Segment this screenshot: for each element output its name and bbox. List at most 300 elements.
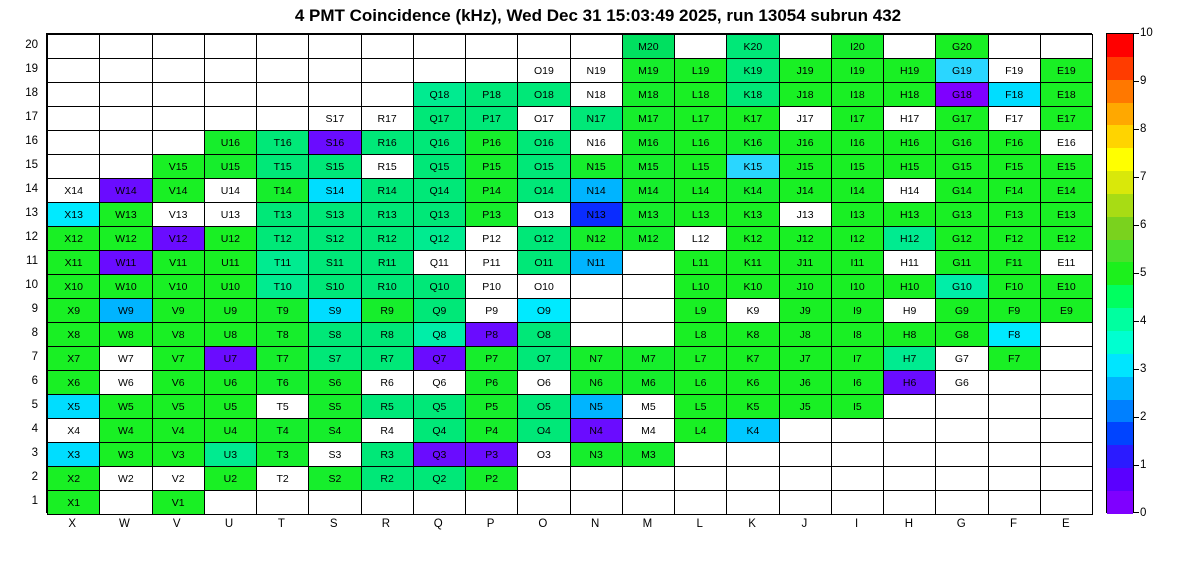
heatmap-cell-Q7[interactable]: Q7 (413, 347, 465, 371)
heatmap-cell-empty[interactable] (622, 275, 674, 299)
heatmap-cell-R15[interactable]: R15 (361, 155, 413, 179)
heatmap-cell-E12[interactable]: E12 (1040, 227, 1092, 251)
heatmap-cell-empty[interactable] (570, 275, 622, 299)
heatmap-cell-T13[interactable]: T13 (257, 203, 309, 227)
heatmap-cell-O16[interactable]: O16 (518, 131, 570, 155)
heatmap-cell-empty[interactable] (413, 491, 465, 515)
heatmap-cell-V5[interactable]: V5 (152, 395, 204, 419)
heatmap-cell-S14[interactable]: S14 (309, 179, 361, 203)
heatmap-cell-K13[interactable]: K13 (727, 203, 779, 227)
heatmap-cell-O10[interactable]: O10 (518, 275, 570, 299)
heatmap-cell-X13[interactable]: X13 (48, 203, 100, 227)
heatmap-cell-R6[interactable]: R6 (361, 371, 413, 395)
heatmap-cell-empty[interactable] (570, 323, 622, 347)
heatmap-cell-Q3[interactable]: Q3 (413, 443, 465, 467)
heatmap-cell-X5[interactable]: X5 (48, 395, 100, 419)
heatmap-cell-J18[interactable]: J18 (779, 83, 831, 107)
heatmap-cell-J5[interactable]: J5 (779, 395, 831, 419)
heatmap-cell-empty[interactable] (1040, 347, 1092, 371)
heatmap-cell-I7[interactable]: I7 (831, 347, 883, 371)
heatmap-cell-M5[interactable]: M5 (622, 395, 674, 419)
heatmap-cell-empty[interactable] (570, 35, 622, 59)
heatmap-cell-W4[interactable]: W4 (100, 419, 152, 443)
heatmap-cell-I8[interactable]: I8 (831, 323, 883, 347)
heatmap-cell-N16[interactable]: N16 (570, 131, 622, 155)
heatmap-cell-I12[interactable]: I12 (831, 227, 883, 251)
heatmap-cell-M7[interactable]: M7 (622, 347, 674, 371)
heatmap-cell-W12[interactable]: W12 (100, 227, 152, 251)
heatmap-cell-R8[interactable]: R8 (361, 323, 413, 347)
heatmap-cell-W8[interactable]: W8 (100, 323, 152, 347)
heatmap-cell-U14[interactable]: U14 (204, 179, 256, 203)
heatmap-cell-R2[interactable]: R2 (361, 467, 413, 491)
heatmap-cell-N3[interactable]: N3 (570, 443, 622, 467)
heatmap-cell-empty[interactable] (831, 467, 883, 491)
heatmap-cell-U8[interactable]: U8 (204, 323, 256, 347)
heatmap-cell-K18[interactable]: K18 (727, 83, 779, 107)
heatmap-cell-P13[interactable]: P13 (466, 203, 518, 227)
heatmap-cell-X11[interactable]: X11 (48, 251, 100, 275)
heatmap-cell-Q18[interactable]: Q18 (413, 83, 465, 107)
heatmap-cell-empty[interactable] (152, 35, 204, 59)
heatmap-cell-V10[interactable]: V10 (152, 275, 204, 299)
heatmap-cell-H16[interactable]: H16 (884, 131, 936, 155)
heatmap-cell-empty[interactable] (257, 59, 309, 83)
heatmap-cell-J12[interactable]: J12 (779, 227, 831, 251)
heatmap-cell-M18[interactable]: M18 (622, 83, 674, 107)
heatmap-cell-empty[interactable] (570, 299, 622, 323)
heatmap-cell-L19[interactable]: L19 (675, 59, 727, 83)
heatmap-cell-empty[interactable] (779, 35, 831, 59)
heatmap-cell-L14[interactable]: L14 (675, 179, 727, 203)
heatmap-cell-S8[interactable]: S8 (309, 323, 361, 347)
heatmap-cell-K7[interactable]: K7 (727, 347, 779, 371)
heatmap-cell-E17[interactable]: E17 (1040, 107, 1092, 131)
heatmap-cell-X2[interactable]: X2 (48, 467, 100, 491)
heatmap-cell-empty[interactable] (727, 443, 779, 467)
heatmap-cell-N14[interactable]: N14 (570, 179, 622, 203)
heatmap-cell-O14[interactable]: O14 (518, 179, 570, 203)
heatmap-cell-I13[interactable]: I13 (831, 203, 883, 227)
heatmap-cell-T4[interactable]: T4 (257, 419, 309, 443)
heatmap-cell-L9[interactable]: L9 (675, 299, 727, 323)
heatmap-cell-S7[interactable]: S7 (309, 347, 361, 371)
heatmap-cell-G10[interactable]: G10 (936, 275, 988, 299)
heatmap-cell-O17[interactable]: O17 (518, 107, 570, 131)
heatmap-cell-K16[interactable]: K16 (727, 131, 779, 155)
heatmap-cell-empty[interactable] (622, 323, 674, 347)
heatmap-cell-empty[interactable] (204, 107, 256, 131)
heatmap-cell-empty[interactable] (831, 491, 883, 515)
heatmap-cell-H15[interactable]: H15 (884, 155, 936, 179)
heatmap-cell-M16[interactable]: M16 (622, 131, 674, 155)
heatmap-cell-I20[interactable]: I20 (831, 35, 883, 59)
heatmap-cell-U16[interactable]: U16 (204, 131, 256, 155)
heatmap-cell-F11[interactable]: F11 (988, 251, 1040, 275)
heatmap-cell-H6[interactable]: H6 (884, 371, 936, 395)
heatmap-cell-F19[interactable]: F19 (988, 59, 1040, 83)
heatmap-cell-O19[interactable]: O19 (518, 59, 570, 83)
heatmap-cell-G17[interactable]: G17 (936, 107, 988, 131)
heatmap-cell-S17[interactable]: S17 (309, 107, 361, 131)
heatmap-cell-empty[interactable] (1040, 491, 1092, 515)
heatmap-cell-L11[interactable]: L11 (675, 251, 727, 275)
heatmap-cell-Q9[interactable]: Q9 (413, 299, 465, 323)
heatmap-cell-empty[interactable] (622, 467, 674, 491)
heatmap-cell-L12[interactable]: L12 (675, 227, 727, 251)
heatmap-cell-P6[interactable]: P6 (466, 371, 518, 395)
heatmap-cell-Q16[interactable]: Q16 (413, 131, 465, 155)
heatmap-cell-L18[interactable]: L18 (675, 83, 727, 107)
heatmap-cell-N15[interactable]: N15 (570, 155, 622, 179)
heatmap-cell-F18[interactable]: F18 (988, 83, 1040, 107)
heatmap-cell-empty[interactable] (884, 491, 936, 515)
heatmap-cell-M15[interactable]: M15 (622, 155, 674, 179)
heatmap-cell-X1[interactable]: X1 (48, 491, 100, 515)
heatmap-cell-U4[interactable]: U4 (204, 419, 256, 443)
heatmap-cell-R7[interactable]: R7 (361, 347, 413, 371)
heatmap-cell-empty[interactable] (675, 491, 727, 515)
heatmap-cell-empty[interactable] (1040, 371, 1092, 395)
heatmap-cell-empty[interactable] (936, 419, 988, 443)
heatmap-cell-E16[interactable]: E16 (1040, 131, 1092, 155)
heatmap-cell-T3[interactable]: T3 (257, 443, 309, 467)
heatmap-cell-R11[interactable]: R11 (361, 251, 413, 275)
heatmap-cell-O13[interactable]: O13 (518, 203, 570, 227)
heatmap-cell-Q17[interactable]: Q17 (413, 107, 465, 131)
heatmap-cell-E9[interactable]: E9 (1040, 299, 1092, 323)
heatmap-cell-O11[interactable]: O11 (518, 251, 570, 275)
heatmap-cell-S9[interactable]: S9 (309, 299, 361, 323)
heatmap-cell-V15[interactable]: V15 (152, 155, 204, 179)
heatmap-cell-empty[interactable] (988, 443, 1040, 467)
heatmap-cell-L4[interactable]: L4 (675, 419, 727, 443)
heatmap-cell-empty[interactable] (988, 395, 1040, 419)
heatmap-cell-empty[interactable] (48, 83, 100, 107)
heatmap-cell-M12[interactable]: M12 (622, 227, 674, 251)
heatmap-cell-W7[interactable]: W7 (100, 347, 152, 371)
heatmap-cell-P14[interactable]: P14 (466, 179, 518, 203)
heatmap-cell-S5[interactable]: S5 (309, 395, 361, 419)
heatmap-cell-Q2[interactable]: Q2 (413, 467, 465, 491)
heatmap-cell-F8[interactable]: F8 (988, 323, 1040, 347)
heatmap-cell-O4[interactable]: O4 (518, 419, 570, 443)
heatmap-cell-G13[interactable]: G13 (936, 203, 988, 227)
heatmap-cell-R14[interactable]: R14 (361, 179, 413, 203)
heatmap-cell-empty[interactable] (361, 35, 413, 59)
heatmap-cell-empty[interactable] (988, 419, 1040, 443)
heatmap-cell-empty[interactable] (1040, 323, 1092, 347)
heatmap-cell-P10[interactable]: P10 (466, 275, 518, 299)
heatmap-cell-S6[interactable]: S6 (309, 371, 361, 395)
heatmap-cell-J14[interactable]: J14 (779, 179, 831, 203)
heatmap-cell-M14[interactable]: M14 (622, 179, 674, 203)
heatmap-cell-K8[interactable]: K8 (727, 323, 779, 347)
heatmap-cell-H13[interactable]: H13 (884, 203, 936, 227)
heatmap-cell-G8[interactable]: G8 (936, 323, 988, 347)
heatmap-cell-empty[interactable] (570, 491, 622, 515)
heatmap-cell-E11[interactable]: E11 (1040, 251, 1092, 275)
heatmap-cell-empty[interactable] (675, 35, 727, 59)
heatmap-cell-R12[interactable]: R12 (361, 227, 413, 251)
heatmap-cell-E13[interactable]: E13 (1040, 203, 1092, 227)
heatmap-cell-M6[interactable]: M6 (622, 371, 674, 395)
heatmap-cell-empty[interactable] (361, 83, 413, 107)
heatmap-cell-empty[interactable] (204, 35, 256, 59)
heatmap-cell-V11[interactable]: V11 (152, 251, 204, 275)
heatmap-cell-K6[interactable]: K6 (727, 371, 779, 395)
heatmap-cell-I11[interactable]: I11 (831, 251, 883, 275)
heatmap-cell-empty[interactable] (466, 35, 518, 59)
heatmap-cell-P3[interactable]: P3 (466, 443, 518, 467)
heatmap-cell-K11[interactable]: K11 (727, 251, 779, 275)
heatmap-cell-U11[interactable]: U11 (204, 251, 256, 275)
heatmap-cell-empty[interactable] (936, 491, 988, 515)
heatmap-cell-E14[interactable]: E14 (1040, 179, 1092, 203)
heatmap-cell-K5[interactable]: K5 (727, 395, 779, 419)
heatmap-cell-empty[interactable] (884, 35, 936, 59)
heatmap-cell-empty[interactable] (309, 59, 361, 83)
heatmap-cell-I5[interactable]: I5 (831, 395, 883, 419)
heatmap-cell-O5[interactable]: O5 (518, 395, 570, 419)
heatmap-cell-X3[interactable]: X3 (48, 443, 100, 467)
heatmap-cell-R5[interactable]: R5 (361, 395, 413, 419)
heatmap-cell-empty[interactable] (727, 491, 779, 515)
heatmap-cell-K19[interactable]: K19 (727, 59, 779, 83)
heatmap-cell-J10[interactable]: J10 (779, 275, 831, 299)
heatmap-cell-empty[interactable] (413, 59, 465, 83)
heatmap-cell-empty[interactable] (1040, 443, 1092, 467)
heatmap-cell-empty[interactable] (884, 443, 936, 467)
heatmap-cell-empty[interactable] (257, 491, 309, 515)
heatmap-cell-G12[interactable]: G12 (936, 227, 988, 251)
heatmap-cell-T11[interactable]: T11 (257, 251, 309, 275)
heatmap-cell-empty[interactable] (100, 491, 152, 515)
heatmap-cell-H18[interactable]: H18 (884, 83, 936, 107)
heatmap-cell-T8[interactable]: T8 (257, 323, 309, 347)
heatmap-cell-S12[interactable]: S12 (309, 227, 361, 251)
heatmap-cell-J15[interactable]: J15 (779, 155, 831, 179)
heatmap-cell-V13[interactable]: V13 (152, 203, 204, 227)
heatmap-cell-empty[interactable] (570, 467, 622, 491)
heatmap-cell-V7[interactable]: V7 (152, 347, 204, 371)
heatmap-cell-O8[interactable]: O8 (518, 323, 570, 347)
heatmap-cell-V14[interactable]: V14 (152, 179, 204, 203)
heatmap-cell-empty[interactable] (936, 395, 988, 419)
heatmap-cell-empty[interactable] (884, 395, 936, 419)
heatmap-cell-empty[interactable] (622, 299, 674, 323)
heatmap-cell-V12[interactable]: V12 (152, 227, 204, 251)
heatmap-cell-P16[interactable]: P16 (466, 131, 518, 155)
heatmap-cell-empty[interactable] (48, 155, 100, 179)
heatmap-cell-R3[interactable]: R3 (361, 443, 413, 467)
heatmap-cell-O9[interactable]: O9 (518, 299, 570, 323)
heatmap-cell-E19[interactable]: E19 (1040, 59, 1092, 83)
heatmap-cell-T15[interactable]: T15 (257, 155, 309, 179)
heatmap-cell-empty[interactable] (361, 491, 413, 515)
heatmap-cell-U10[interactable]: U10 (204, 275, 256, 299)
heatmap-cell-empty[interactable] (100, 83, 152, 107)
heatmap-cell-E10[interactable]: E10 (1040, 275, 1092, 299)
heatmap-cell-V8[interactable]: V8 (152, 323, 204, 347)
heatmap-cell-J17[interactable]: J17 (779, 107, 831, 131)
heatmap-cell-U12[interactable]: U12 (204, 227, 256, 251)
heatmap-cell-empty[interactable] (727, 467, 779, 491)
heatmap-cell-empty[interactable] (988, 491, 1040, 515)
heatmap-cell-empty[interactable] (884, 467, 936, 491)
heatmap-cell-T16[interactable]: T16 (257, 131, 309, 155)
heatmap-cell-empty[interactable] (100, 35, 152, 59)
heatmap-cell-V3[interactable]: V3 (152, 443, 204, 467)
heatmap-cell-O7[interactable]: O7 (518, 347, 570, 371)
heatmap-cell-empty[interactable] (1040, 419, 1092, 443)
heatmap-cell-T2[interactable]: T2 (257, 467, 309, 491)
heatmap-cell-L8[interactable]: L8 (675, 323, 727, 347)
heatmap-cell-K20[interactable]: K20 (727, 35, 779, 59)
heatmap-cell-R9[interactable]: R9 (361, 299, 413, 323)
heatmap-cell-R10[interactable]: R10 (361, 275, 413, 299)
heatmap-cell-X14[interactable]: X14 (48, 179, 100, 203)
heatmap-cell-G14[interactable]: G14 (936, 179, 988, 203)
heatmap-cell-F15[interactable]: F15 (988, 155, 1040, 179)
heatmap-cell-I10[interactable]: I10 (831, 275, 883, 299)
heatmap-cell-empty[interactable] (988, 35, 1040, 59)
heatmap-cell-S13[interactable]: S13 (309, 203, 361, 227)
heatmap-cell-G18[interactable]: G18 (936, 83, 988, 107)
heatmap-cell-F12[interactable]: F12 (988, 227, 1040, 251)
heatmap-cell-M13[interactable]: M13 (622, 203, 674, 227)
heatmap-cell-U7[interactable]: U7 (204, 347, 256, 371)
heatmap-cell-empty[interactable] (100, 131, 152, 155)
heatmap-cell-K15[interactable]: K15 (727, 155, 779, 179)
heatmap-cell-F10[interactable]: F10 (988, 275, 1040, 299)
heatmap-cell-Q13[interactable]: Q13 (413, 203, 465, 227)
heatmap-cell-M17[interactable]: M17 (622, 107, 674, 131)
heatmap-cell-T10[interactable]: T10 (257, 275, 309, 299)
heatmap-cell-L13[interactable]: L13 (675, 203, 727, 227)
heatmap-cell-L10[interactable]: L10 (675, 275, 727, 299)
heatmap-cell-empty[interactable] (622, 251, 674, 275)
heatmap-cell-Q6[interactable]: Q6 (413, 371, 465, 395)
heatmap-cell-F14[interactable]: F14 (988, 179, 1040, 203)
heatmap-cell-U2[interactable]: U2 (204, 467, 256, 491)
heatmap-cell-V1[interactable]: V1 (152, 491, 204, 515)
heatmap-cell-G19[interactable]: G19 (936, 59, 988, 83)
heatmap-cell-W13[interactable]: W13 (100, 203, 152, 227)
heatmap-cell-H12[interactable]: H12 (884, 227, 936, 251)
heatmap-cell-U15[interactable]: U15 (204, 155, 256, 179)
heatmap-cell-N7[interactable]: N7 (570, 347, 622, 371)
heatmap-cell-T12[interactable]: T12 (257, 227, 309, 251)
heatmap-cell-W3[interactable]: W3 (100, 443, 152, 467)
heatmap-cell-H17[interactable]: H17 (884, 107, 936, 131)
heatmap-cell-W10[interactable]: W10 (100, 275, 152, 299)
heatmap-cell-J7[interactable]: J7 (779, 347, 831, 371)
heatmap-cell-empty[interactable] (675, 443, 727, 467)
heatmap-cell-empty[interactable] (1040, 467, 1092, 491)
heatmap-cell-N6[interactable]: N6 (570, 371, 622, 395)
heatmap-cell-empty[interactable] (152, 107, 204, 131)
heatmap-cell-empty[interactable] (936, 467, 988, 491)
heatmap-cell-H8[interactable]: H8 (884, 323, 936, 347)
heatmap-cell-empty[interactable] (152, 83, 204, 107)
heatmap-cell-V2[interactable]: V2 (152, 467, 204, 491)
heatmap-cell-empty[interactable] (936, 443, 988, 467)
heatmap-cell-N11[interactable]: N11 (570, 251, 622, 275)
heatmap-cell-empty[interactable] (152, 131, 204, 155)
heatmap-cell-empty[interactable] (361, 59, 413, 83)
heatmap-cell-I17[interactable]: I17 (831, 107, 883, 131)
heatmap-cell-I9[interactable]: I9 (831, 299, 883, 323)
heatmap-cell-O12[interactable]: O12 (518, 227, 570, 251)
heatmap-cell-Q11[interactable]: Q11 (413, 251, 465, 275)
heatmap-cell-T5[interactable]: T5 (257, 395, 309, 419)
heatmap-cell-W9[interactable]: W9 (100, 299, 152, 323)
heatmap-cell-X7[interactable]: X7 (48, 347, 100, 371)
heatmap-cell-J16[interactable]: J16 (779, 131, 831, 155)
heatmap-cell-P11[interactable]: P11 (466, 251, 518, 275)
heatmap-cell-P17[interactable]: P17 (466, 107, 518, 131)
heatmap-cell-N4[interactable]: N4 (570, 419, 622, 443)
heatmap-cell-O6[interactable]: O6 (518, 371, 570, 395)
heatmap-cell-Q10[interactable]: Q10 (413, 275, 465, 299)
heatmap-cell-L17[interactable]: L17 (675, 107, 727, 131)
heatmap-cell-Q5[interactable]: Q5 (413, 395, 465, 419)
heatmap-cell-empty[interactable] (466, 59, 518, 83)
heatmap-cell-empty[interactable] (779, 443, 831, 467)
heatmap-cell-S10[interactable]: S10 (309, 275, 361, 299)
heatmap-cell-empty[interactable] (309, 35, 361, 59)
heatmap-cell-I14[interactable]: I14 (831, 179, 883, 203)
heatmap-cell-I6[interactable]: I6 (831, 371, 883, 395)
heatmap-cell-M19[interactable]: M19 (622, 59, 674, 83)
heatmap-cell-N12[interactable]: N12 (570, 227, 622, 251)
heatmap-cell-I19[interactable]: I19 (831, 59, 883, 83)
heatmap-cell-I15[interactable]: I15 (831, 155, 883, 179)
heatmap-cell-J13[interactable]: J13 (779, 203, 831, 227)
heatmap-cell-N19[interactable]: N19 (570, 59, 622, 83)
heatmap-cell-M4[interactable]: M4 (622, 419, 674, 443)
heatmap-cell-K10[interactable]: K10 (727, 275, 779, 299)
heatmap-cell-S4[interactable]: S4 (309, 419, 361, 443)
heatmap-cell-R17[interactable]: R17 (361, 107, 413, 131)
heatmap-cell-empty[interactable] (257, 107, 309, 131)
heatmap-cell-X4[interactable]: X4 (48, 419, 100, 443)
heatmap-cell-X10[interactable]: X10 (48, 275, 100, 299)
heatmap-cell-E15[interactable]: E15 (1040, 155, 1092, 179)
heatmap-cell-G9[interactable]: G9 (936, 299, 988, 323)
heatmap-cell-H7[interactable]: H7 (884, 347, 936, 371)
heatmap-cell-empty[interactable] (100, 155, 152, 179)
heatmap-cell-S2[interactable]: S2 (309, 467, 361, 491)
heatmap-cell-empty[interactable] (152, 59, 204, 83)
heatmap-cell-K17[interactable]: K17 (727, 107, 779, 131)
heatmap-cell-S16[interactable]: S16 (309, 131, 361, 155)
heatmap-cell-F16[interactable]: F16 (988, 131, 1040, 155)
heatmap-cell-empty[interactable] (988, 467, 1040, 491)
heatmap-cell-P5[interactable]: P5 (466, 395, 518, 419)
heatmap-cell-empty[interactable] (622, 491, 674, 515)
heatmap-cell-G11[interactable]: G11 (936, 251, 988, 275)
heatmap-cell-U9[interactable]: U9 (204, 299, 256, 323)
heatmap-cell-X12[interactable]: X12 (48, 227, 100, 251)
heatmap-cell-G6[interactable]: G6 (936, 371, 988, 395)
heatmap-cell-K14[interactable]: K14 (727, 179, 779, 203)
heatmap-cell-empty[interactable] (309, 83, 361, 107)
heatmap-cell-J19[interactable]: J19 (779, 59, 831, 83)
heatmap-cell-empty[interactable] (518, 35, 570, 59)
heatmap-cell-G15[interactable]: G15 (936, 155, 988, 179)
